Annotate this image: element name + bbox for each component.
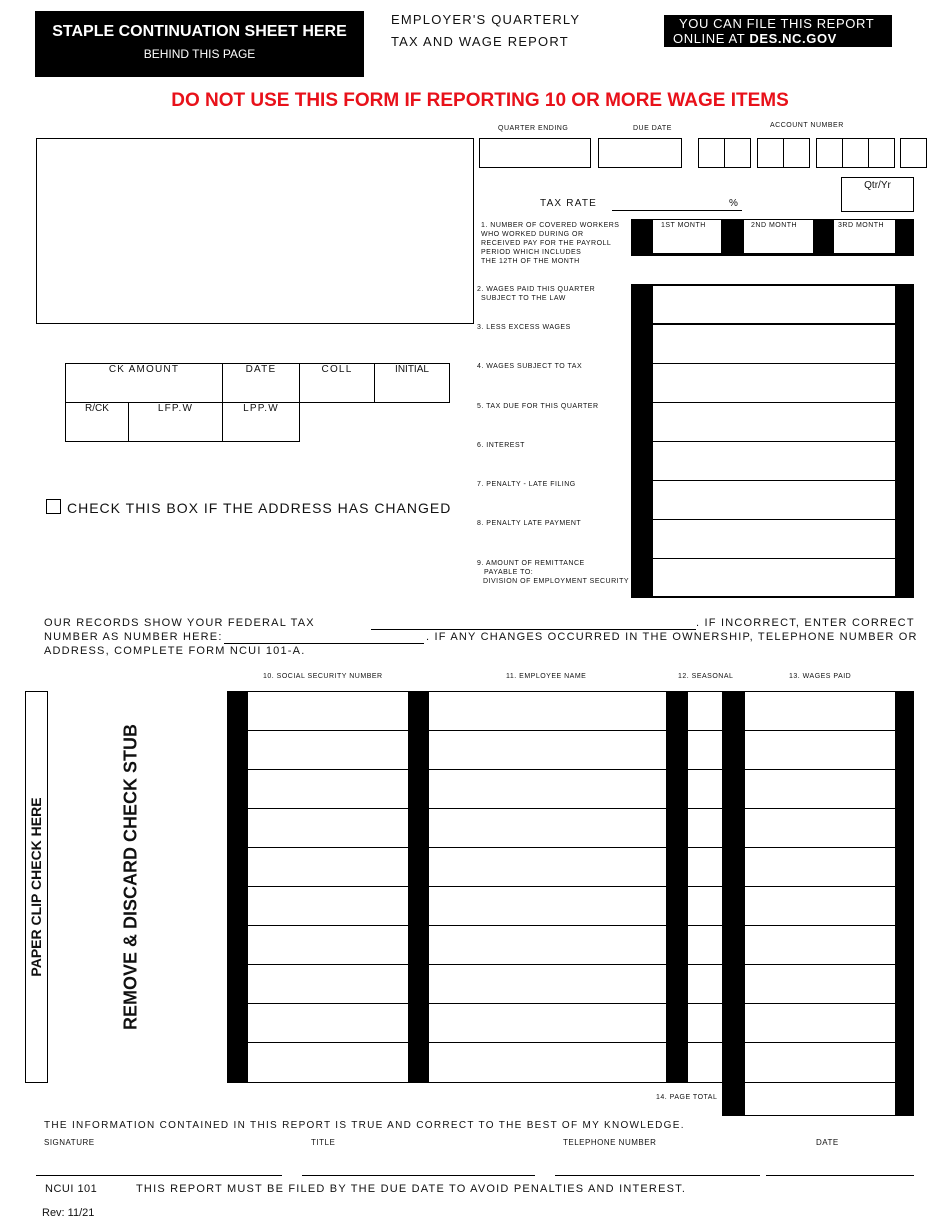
- wage-grid: [428, 691, 667, 1083]
- address-box[interactable]: [36, 138, 474, 324]
- tax-rate-label: TAX RATE: [540, 198, 598, 209]
- date-cell: DATE: [222, 363, 300, 403]
- row-divider: [247, 808, 896, 809]
- qtr-yr-label: Qtr/Yr: [864, 180, 891, 191]
- wages-bar-right: [895, 691, 914, 1116]
- line5-field[interactable]: [652, 402, 896, 442]
- seasonal-bar: [666, 691, 687, 1083]
- line9-label: 9. AMOUNT OF REMITTANCE PAYABLE TO: DIVISION OF EMPLOYMENT SECURITY: [477, 560, 630, 585]
- federal-line1-b: . IF INCORRECT, ENTER CORRECT: [696, 617, 915, 629]
- month2-field[interactable]: [743, 219, 814, 254]
- address-changed-label: CHECK THIS BOX IF THE ADDRESS HAS CHANGED: [67, 500, 452, 516]
- title-label: TITLE: [311, 1138, 336, 1147]
- federal-line2-a: NUMBER AS NUMBER HERE:: [44, 631, 223, 643]
- form-id: NCUI 101: [45, 1183, 98, 1195]
- wage-grid: [687, 691, 723, 1083]
- staple-title: STAPLE CONTINUATION SHEET HERE: [52, 23, 347, 40]
- online-prefix: ONLINE AT: [673, 31, 750, 46]
- ck-amount-cell: CK AMOUNT: [65, 363, 223, 403]
- signature-line[interactable]: [36, 1175, 282, 1176]
- line2-field[interactable]: [652, 285, 896, 324]
- rck-cell: R/CK: [65, 402, 129, 442]
- row-divider: [247, 964, 896, 965]
- row-divider: [247, 1042, 896, 1043]
- lppw-cell: LPP.W: [222, 402, 300, 442]
- initial-cell: INITIAL: [374, 363, 450, 403]
- account-digit[interactable]: [842, 138, 869, 168]
- account-digit[interactable]: [698, 138, 725, 168]
- account-digit[interactable]: [816, 138, 843, 168]
- line9-field[interactable]: [652, 558, 896, 597]
- date-line[interactable]: [766, 1175, 914, 1176]
- signature-label: SIGNATURE: [44, 1138, 95, 1147]
- staple-banner: [35, 11, 364, 77]
- line7-label: 7. PENALTY - LATE FILING: [477, 481, 576, 488]
- seasonal-header: 12. SEASONAL: [678, 673, 734, 680]
- paper-clip-label: PAPER CLIP CHECK HERE: [28, 797, 44, 977]
- account-digit[interactable]: [783, 138, 810, 168]
- wage-grid: [744, 691, 896, 1116]
- account-digit[interactable]: [868, 138, 895, 168]
- address-changed-checkbox[interactable]: [46, 499, 61, 514]
- online-line1: YOU CAN FILE THIS REPORT: [679, 16, 875, 31]
- line2-label: 2. WAGES PAID THIS QUARTER SUBJECT TO THE LAW: [477, 286, 596, 302]
- line6-field[interactable]: [652, 441, 896, 481]
- remove-stub-label: REMOVE & DISCARD CHECK STUB: [120, 723, 141, 1031]
- coll-cell: COLL: [299, 363, 375, 403]
- wages-bar-left: [722, 691, 744, 1116]
- account-number-label: ACCOUNT NUMBER: [770, 122, 844, 129]
- line3-field[interactable]: [652, 324, 896, 364]
- month1-label: 1ST MONTH: [661, 222, 706, 229]
- percent-sign: %: [729, 198, 738, 209]
- line7-field[interactable]: [652, 480, 896, 520]
- date-label: DATE: [816, 1138, 839, 1147]
- line8-field[interactable]: [652, 519, 896, 559]
- telephone-label: TELEPHONE NUMBER: [563, 1138, 657, 1147]
- row-divider: [247, 925, 896, 926]
- row-divider: [247, 730, 896, 731]
- account-digit[interactable]: [724, 138, 751, 168]
- line6-label: 6. INTEREST: [477, 442, 525, 449]
- month3-field[interactable]: [833, 219, 896, 254]
- page-total-label: 14. PAGE TOTAL: [656, 1094, 718, 1101]
- name-header: 11. EMPLOYEE NAME: [506, 673, 587, 680]
- form-title-line1: EMPLOYER'S QUARTERLY: [391, 12, 581, 27]
- month3-label: 3RD MONTH: [838, 222, 885, 229]
- line1-label: 1. NUMBER OF COVERED WORKERS WHO WORKED DURING OR RECEIVED PAY FOR THE PAYROLL PERIOD WHICH INCLUDES THE 12TH OF THE MONTH: [481, 222, 620, 265]
- qtr-yr-field[interactable]: [841, 177, 914, 212]
- online-banner: [664, 15, 892, 47]
- ssn-bar: [227, 691, 247, 1083]
- federal-line1-a: OUR RECORDS SHOW YOUR FEDERAL TAX: [44, 617, 315, 629]
- line5-label: 5. TAX DUE FOR THIS QUARTER: [477, 403, 599, 410]
- form-title-line2: TAX AND WAGE REPORT: [391, 34, 569, 49]
- wage-grid: [247, 691, 409, 1083]
- line4-field[interactable]: [652, 363, 896, 403]
- federal-line3: ADDRESS, COMPLETE FORM NCUI 101-A.: [44, 645, 306, 657]
- federal-line2-b: . IF ANY CHANGES OCCURRED IN THE OWNERSHIP, TELEPHONE NUMBER OR: [426, 631, 918, 643]
- staple-subtitle: BEHIND THIS PAGE: [143, 47, 256, 61]
- month1-field[interactable]: [652, 219, 722, 254]
- federal-id-line: [371, 629, 696, 630]
- row-divider: [247, 769, 896, 770]
- month2-label: 2ND MONTH: [751, 222, 798, 229]
- tax-rate-line: [612, 210, 742, 211]
- title-line[interactable]: [302, 1175, 535, 1176]
- correct-number-line[interactable]: [224, 643, 424, 644]
- row-divider: [744, 1082, 896, 1083]
- account-digit[interactable]: [757, 138, 784, 168]
- line4-label: 4. WAGES SUBJECT TO TAX: [477, 363, 583, 370]
- warning-text: DO NOT USE THIS FORM IF REPORTING 10 OR MORE WAGE ITEMS: [171, 90, 789, 111]
- deadline-text: THIS REPORT MUST BE FILED BY THE DUE DATE TO AVOID PENALTIES AND INTEREST.: [136, 1183, 687, 1195]
- quarter-ending-label: QUARTER ENDING: [498, 125, 569, 132]
- row-divider: [247, 1003, 896, 1004]
- telephone-line[interactable]: [555, 1175, 760, 1176]
- account-digit[interactable]: [900, 138, 927, 168]
- line8-label: 8. PENALTY LATE PAYMENT: [477, 520, 582, 527]
- name-bar: [408, 691, 428, 1083]
- due-date-label: DUE DATE: [633, 125, 672, 132]
- due-date-field[interactable]: [598, 138, 682, 168]
- certify-text: THE INFORMATION CONTAINED IN THIS REPORT IS TRUE AND CORRECT TO THE BEST OF MY KNOWLEDGE.: [44, 1120, 685, 1131]
- online-site: DES.NC.GOV: [749, 31, 837, 46]
- line3-label: 3. LESS EXCESS WAGES: [477, 324, 571, 331]
- quarter-ending-field[interactable]: [479, 138, 591, 168]
- lfpw-cell: LFP.W: [128, 402, 223, 442]
- row-divider: [247, 847, 896, 848]
- row-divider: [247, 886, 896, 887]
- revision: Rev: 11/21: [42, 1207, 95, 1219]
- ssn-header: 10. SOCIAL SECURITY NUMBER: [263, 673, 383, 680]
- wages-header: 13. WAGES PAID: [789, 673, 852, 680]
